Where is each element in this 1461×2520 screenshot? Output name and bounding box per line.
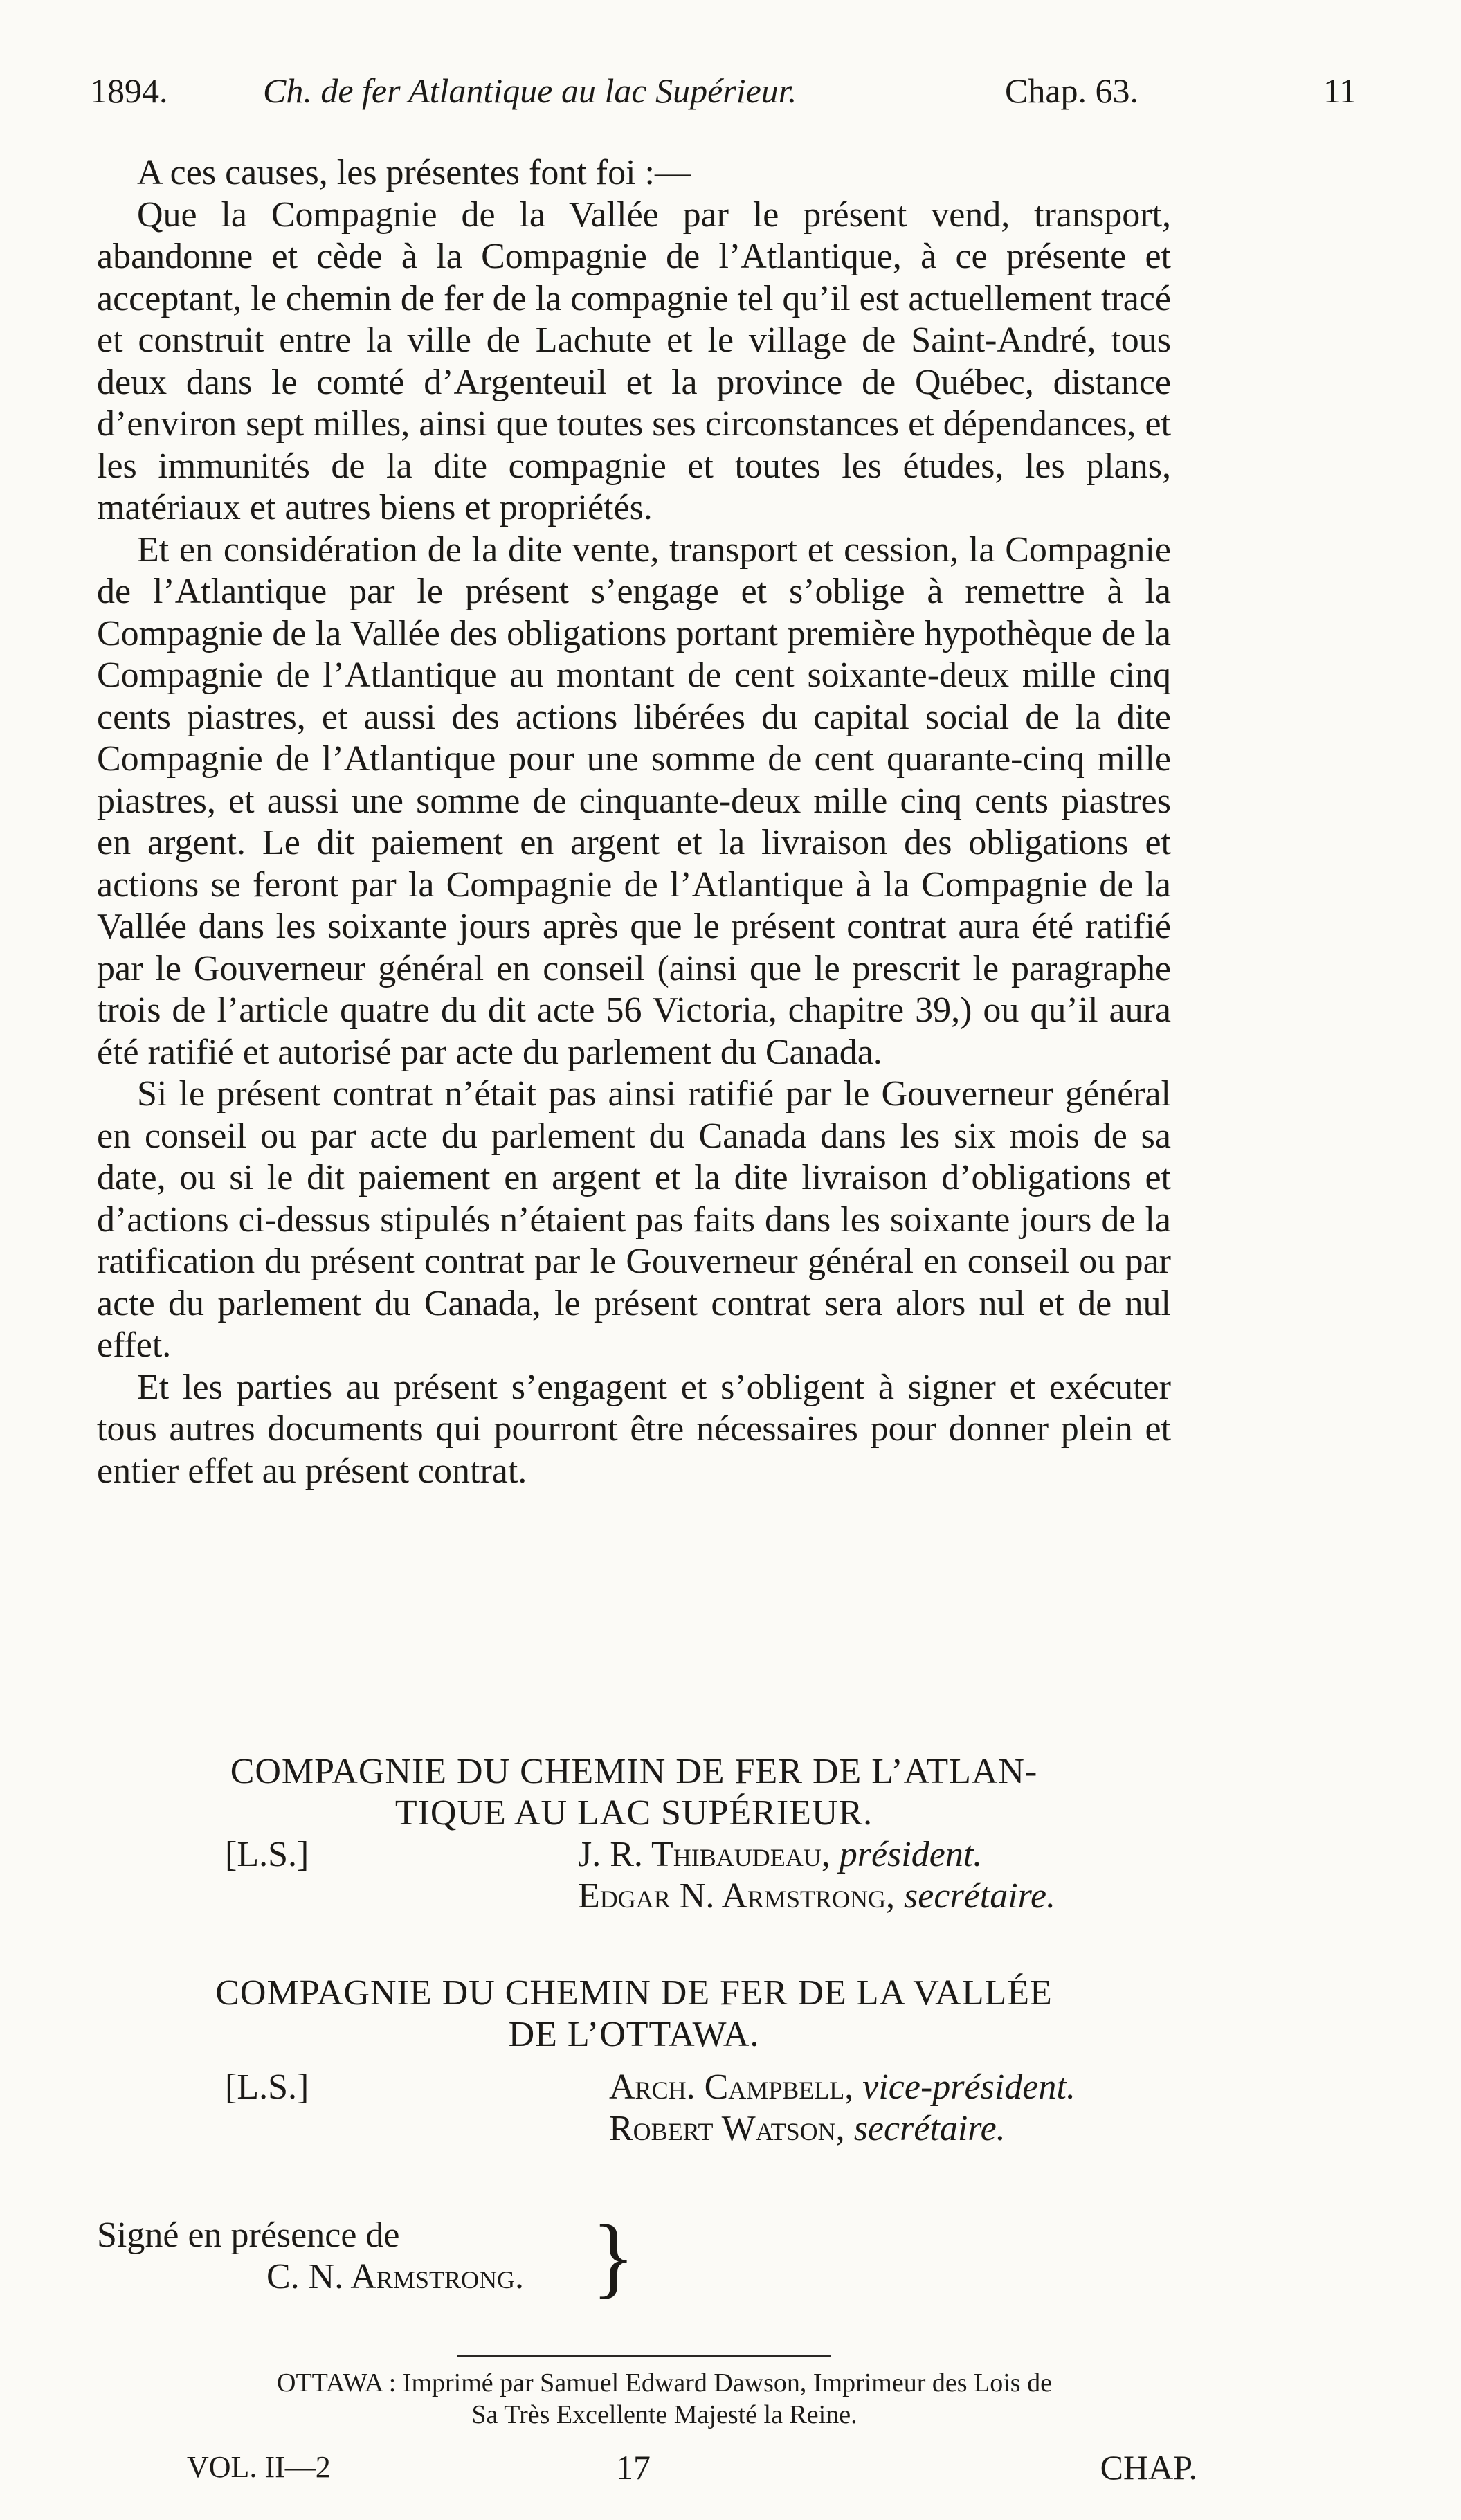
company-name-line: COMPAGNIE DU CHEMIN DE FER DE L’ATLAN- [230,1752,1038,1791]
divider-rule [457,2355,831,2357]
running-head-title: Ch. de fer Atlantique au lac Supérieur. [263,71,797,110]
signer-role: secrétaire. [853,2109,1006,2148]
signer-name: Edgar N. Armstrong, [578,1876,896,1916]
company-name-line: DE L’OTTAWA. [508,2015,760,2054]
printer-imprint [125,2367,1204,2431]
witness-block [97,2207,720,2307]
page-number: 11 [1323,71,1356,110]
signer-name: J. R. Thibaudeau, [578,1835,831,1874]
imprint-line: OTTAWA : Imprimé par Samuel Edward Dawson, Imprimeur des Lois de [277,2368,1052,2397]
paragraph-consideration: Et en considération de la dite vente, transport et cession, la Compagnie de l’Atlantique par le présent s’engage et s’oblige à remettre à la Compagnie de la Vallée des obligations portant première hypothèque de la Compagnie de l’Atlantique au montant de cent soixante-deux mille cinq cents piastres, et aussi des actions libérées du capital social de la dite Compagnie de l’Atlantique pour une somme de cent quarante-cinq mille piastres, et aussi une somme de cinquante-deux mille cinq cents piastres en argent. Le dit paiement en argent et la livraison des obligations et actions se feront par la Compagnie de l’Atlantique à la Compagnie de la Vallée dans les soixante jours après que le présent contrat aura été ratifié par le Gouverneur général en conseil (ainsi que le prescrit le paragraphe trois de l’article quatre du dit acte 56 Victoria, chapitre 39,) ou qu’il aura été ratifié et autorisé par acte du parlement du Canada. [97,529,1171,1072]
signature-row [97,1876,1171,1917]
brace-mark: } [592,2207,635,2307]
signer [578,1834,982,1876]
volume-mark: VOL. II—2 [187,2450,331,2484]
signature-block-atlantique [97,1751,1171,1917]
signature-block-vallee [97,1973,1171,2150]
seal-mark: [L.S.] [225,2067,309,2107]
signer-name: Arch. Campbell, [609,2067,854,2107]
signer [609,2067,1076,2108]
signer [578,1876,1055,1917]
catchword: CHAP. [1100,2448,1197,2487]
running-head-chapter: Chap. 63. [1005,71,1139,110]
page-footer [187,2443,1197,2492]
body-text [97,152,1171,1492]
company-name-line: COMPAGNIE DU CHEMIN DE FER DE LA VALLÉE [215,1973,1053,2013]
signer-role: secrétaire. [904,1876,1056,1916]
paragraph-sale: Que la Compagnie de la Vallée par le présent vend, transport, abandonne et cède à la Compagnie de l’Atlantique, à ce présente et acceptant, le chemin de fer de la compagnie tel qu’il est actuellement tracé et construit entre la ville de Lachute et le village de Saint-André, tous deux dans le comté d’Argenteuil et la province de Québec, distance d’environ sept milles, ainsi que toutes ses circonstances et dépendances, et les immunités de la dite compagnie et toutes les études, les plans, matériaux et autres biens et propriétés. [97,194,1172,527]
signature-number: 17 [616,2448,651,2487]
company-name-line: TIQUE AU LAC SUPÉRIEUR. [394,1793,873,1833]
imprint-line: Sa Très Excellente Majesté la Reine. [471,2400,857,2429]
witness-name: C. N. Armstrong. [266,2257,524,2296]
witness-label: Signé en présence de [97,2215,400,2255]
paragraph-ratification: Si le présent contrat n’était pas ainsi ratifié par le Gouverneur général en conseil ou par acte du parlement du Canada dans les six mois de sa date, ou si le dit paiement en argent et la dite livraison d’obligations et d’actions ci-dessus stipulés n’étaient pas faits dans les soixante jours de la ratification du présent contrat par le Gouverneur général en conseil ou par acte du parlement du Canada, le présent contrat sera alors nul et de nul effet. [97,1074,1171,1365]
paragraph-undertaking: Et les parties au présent s’engagent et s’obligent à signer et exécuter tous autres documents qui pourront être nécessaires pour donner plein et entier effet au présent contrat. [97,1367,1171,1491]
running-head [90,66,1356,115]
paragraph-preamble: A ces causes, les présentes font foi :— [137,153,691,192]
signature-row [97,2108,1171,2150]
signer-name: Robert Watson, [609,2109,845,2148]
signer-role: président. [839,1835,983,1874]
signature-row [97,2067,1171,2108]
signer [609,2108,1006,2150]
signature-row [97,1834,1171,1876]
seal-mark: [L.S.] [225,1835,309,1874]
signer-role: vice-président. [862,2067,1076,2107]
running-head-year: 1894. [90,71,168,110]
